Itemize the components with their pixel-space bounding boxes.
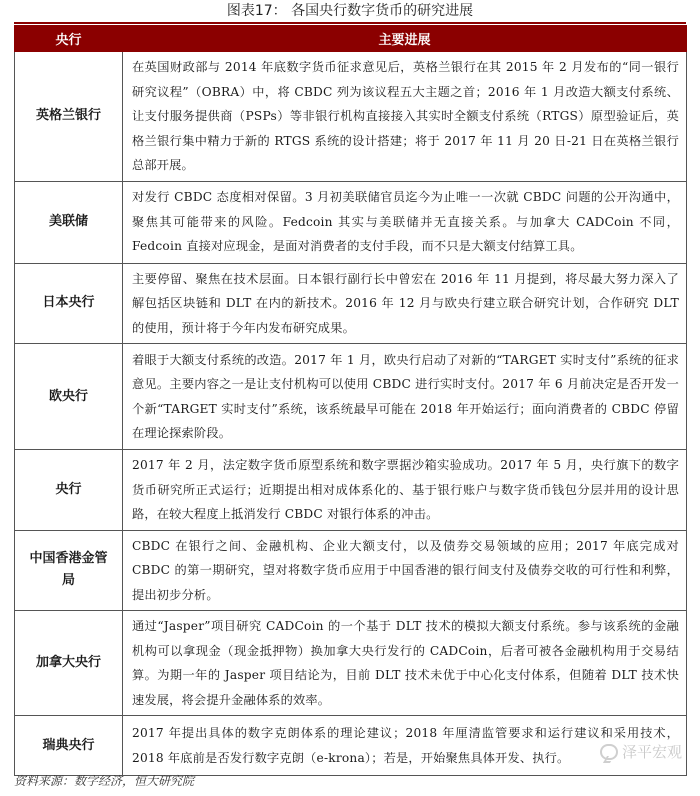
progress-text: 2017 年 2 月，法定数字货币原型系统和数字票据沙箱实验成功。2017 年 5 月，央行旗下的数字货币研究所正式运行；近期提出相对成体系化的、基于银行账户与数字货币钱包分层并用的设计思路，在较大程度上抵消发行 CBDC 对银行体系的冲击。 — [123, 450, 687, 531]
bank-name: 日本央行 — [15, 263, 123, 344]
table-header-row — [15, 26, 687, 52]
watermark-text: 泽平宏观 — [621, 743, 682, 761]
bank-name: 央行 — [15, 450, 123, 531]
progress-text: 2017 年提出具体的数字克朗体系的理论建议；2018 年厘清监管要求和运行建议和采用技术，2018 年底前是否发行数字克朗（e-krona）；若是，开始聚焦具体开发、执行。 — [123, 716, 687, 776]
table-row — [15, 344, 687, 450]
table-row — [15, 52, 687, 182]
progress-text: 通过“Jasper”项目研究 CADCoin 的一个基于 DLT 技术的模拟大额支付系统。参与该系统的金融机构可以拿现金（现金抵押物）换加拿大央行发行的 CADCoin，后者可被各金融机构用于交易结算。为期一年的 Jasper 项目结论为，目前 DLT 技术未优于中心化支付体系，但随着 DLT 技术快速发展，将会提升金融体系的效率。 — [123, 611, 687, 716]
table-row — [15, 181, 687, 263]
bank-name: 英格兰银行 — [15, 52, 123, 182]
bank-name: 中国香港金管局 — [15, 530, 123, 611]
bank-name: 加拿大央行 — [15, 611, 123, 716]
progress-text: 对发行 CBDC 态度相对保留。3 月初美联储官员迄今为止唯一一次就 CBDC 问题的公开沟通中，聚焦其可能带来的风险。Fedcoin 其实与美联储并无直接关系。与加拿大 CADCoin 不同，Fedcoin 直接对应现金，是面对消费者的支付手段，而不只是大额支付结算工具。 — [123, 181, 687, 263]
table-row — [15, 611, 687, 716]
header-progress: 主要进展 — [123, 26, 687, 52]
central-bank-progress-table — [14, 25, 687, 776]
chat-bubble-icon — [600, 744, 618, 760]
table-row — [15, 263, 687, 344]
title-divider — [14, 22, 686, 24]
header-bank: 央行 — [15, 26, 123, 52]
progress-text: 着眼于大额支付系统的改造。2017 年 1 月，欧央行启动了对新的“TARGET 实时支付”系统的征求意见。主要内容之一是让支付机构可以使用 CBDC 进行实时支付。2017 年 6 月前决定是否开发一个新“TARGET 实时支付”系统，该系统最早可能在 2018 年开始运行；面向消费者的 CBDC 停留在理论探索阶段。 — [123, 344, 687, 450]
watermark — [600, 741, 682, 762]
progress-text: CBDC 在银行之间、金融机构、企业大额支付，以及债券交易领域的应用；2017 年底完成对 CBDC 的第一期研究，望对将数字货币应用于中国香港的银行间支付及债券交收的可行性和利弊，提出初步分析。 — [123, 530, 687, 611]
progress-text: 主要停留、聚焦在技术层面。日本银行副行长中曾宏在 2016 年 11 月提到，将尽最大努力深入了解包括区块链和 DLT 在内的新技术。2016 年 12 月与欧央行建立联合研究计划，合作研究 DLT 的使用，预计将于今年内发布研究成果。 — [123, 263, 687, 344]
source-note: 资料来源：数字经济，恒大研究院 — [14, 774, 195, 788]
figure-title: 图表17： 各国央行数字货币的研究进展 — [226, 3, 474, 19]
bank-name: 美联储 — [15, 181, 123, 263]
bank-name: 瑞典央行 — [15, 716, 123, 776]
bank-name: 欧央行 — [15, 344, 123, 450]
progress-text: 在英国财政部与 2014 年底数字货币征求意见后，英格兰银行在其 2015 年 2 月发布的“同一银行研究议程”（OBRA）中，将 CBDC 列为该议程五大主题之首；2016 年 1 月改造大额支付系统、让支付服务提供商（PSPs）等非银行机构直接接入其实时全额支付系统（RTGS）原型验证后，英格兰银行集中精力于新的 RTGS 系统的设计搭建；将于 2017 年 11 月 20 日-21 日在英格兰银行总部开展。 — [123, 52, 687, 182]
table-row — [15, 450, 687, 531]
table-row — [15, 716, 687, 776]
table-row — [15, 530, 687, 611]
